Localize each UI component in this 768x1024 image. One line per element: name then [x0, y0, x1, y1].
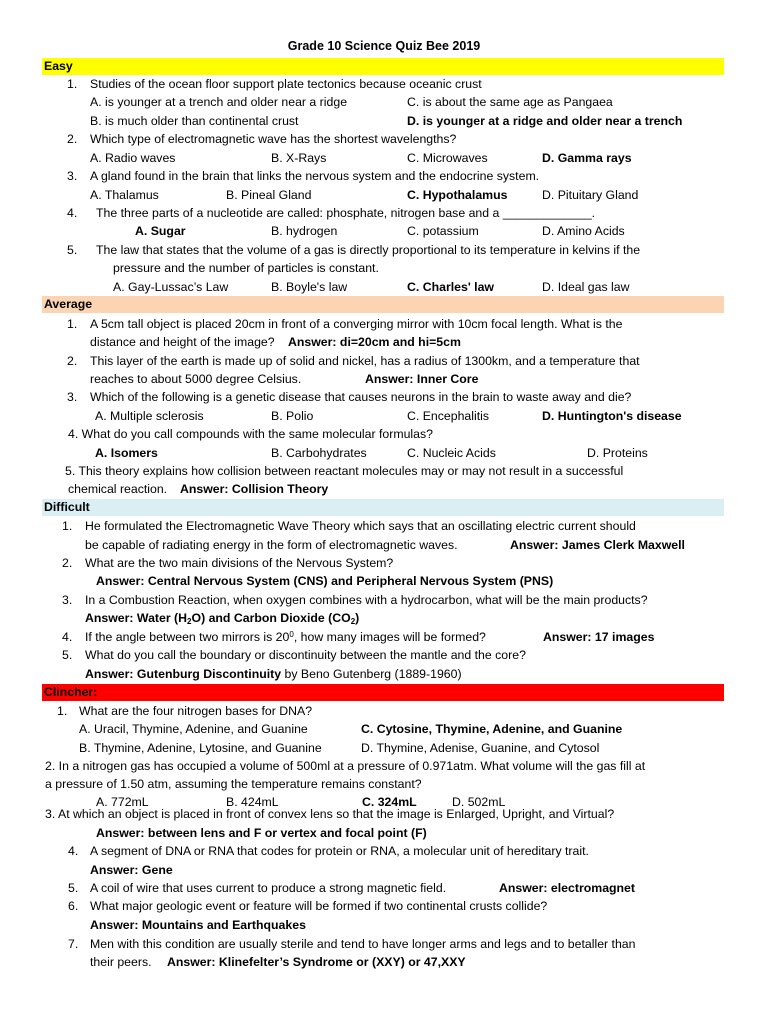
question-text: Which of the following is a genetic disease that causes neurons in the brain to waste away and die?: [90, 390, 632, 404]
question-text: The law that states that the volume of a gas is directly proportional to its temperature in kelvins if the: [96, 243, 641, 257]
choice-b: B. X-Rays: [271, 151, 327, 165]
question-text-part: , how many images will be formed?: [293, 630, 486, 644]
question-number: 2.: [67, 354, 78, 368]
answer: Answer: Inner Core: [365, 372, 479, 386]
question-text: 2. In a nitrogen gas has occupied a volume of 500ml at a pressure of 0.971atm. What volume will the gas fill at: [45, 759, 646, 773]
choice-c: C. potassium: [407, 224, 479, 238]
question-number: 3.: [62, 593, 73, 607]
correct-choice-c: C. Cytosine, Thymine, Adenine, and Guanine: [361, 722, 623, 736]
question-text: What are the two main divisions of the Nervous System?: [85, 556, 394, 570]
subscript: 2: [187, 617, 192, 626]
choice-b: B. 424mL: [226, 795, 279, 809]
choice-b: B. Boyle's law: [271, 280, 348, 294]
answer: Answer: 17 images: [543, 630, 655, 644]
question-text-continued: distance and height of the image?: [90, 335, 275, 349]
choice-a: A. Radio waves: [90, 151, 176, 165]
question-number: 2.: [67, 132, 78, 146]
question-text: Men with this condition are usually sterile and tend to have longer arms and legs and to betaller than: [90, 937, 636, 951]
question-text: The three parts of a nucleotide are called: phosphate, nitrogen base and a _____________.: [96, 206, 596, 220]
question-text-continued: their peers.: [90, 955, 152, 969]
answer: Answer: Gene: [90, 863, 173, 877]
correct-choice-d: D. Gamma rays: [542, 151, 632, 165]
choice-a: A. is younger at a trench and older near a ridge: [90, 95, 348, 109]
question-text: A gland found in the brain that links the nervous system and the endocrine system.: [90, 169, 540, 183]
choice-b: B. Carbohydrates: [271, 446, 367, 460]
choice-a: A. Uracil, Thymine, Adenine, and Guanine: [79, 722, 308, 736]
choice-d: D. Pituitary Gland: [542, 188, 639, 202]
question-number: 7.: [68, 937, 79, 951]
question-text: What are the four nitrogen bases for DNA?: [79, 704, 313, 718]
correct-choice-c: C. Charles' law: [407, 280, 494, 294]
section-header-easy: Easy: [42, 58, 724, 75]
question-text-continued: reaches to about 5000 degree Celsius.: [90, 372, 302, 386]
page-title: Grade 10 Science Quiz Bee 2019: [287, 39, 481, 53]
question-number: 4.: [67, 206, 78, 220]
question-text: In a Combustion Reaction, when oxygen combines with a hydrocarbon, what will be the main products?: [85, 593, 648, 607]
question-number: 2.: [62, 556, 73, 570]
correct-choice-c: C. Hypothalamus: [407, 188, 508, 202]
superscript: 0: [289, 630, 294, 639]
answer: Answer: Collision Theory: [180, 482, 329, 496]
question-text-continued: be capable of radiating energy in the form of electromagnetic waves.: [85, 538, 458, 552]
question-number: 3.: [67, 169, 78, 183]
choice-d: D. Thymine, Adenise, Guanine, and Cytosol: [361, 741, 600, 755]
answer: Answer: between lens and F or vertex and focal point (F): [96, 826, 427, 840]
choice-b: B. Polio: [271, 409, 314, 423]
correct-choice-a: A. Sugar: [135, 224, 186, 238]
question-text: A segment of DNA or RNA that codes for protein or RNA, a molecular unit of hereditary trait.: [90, 844, 589, 858]
question-text: What major geologic event or feature will be formed if two continental crusts collide?: [90, 899, 548, 913]
choice-c: C. Microwaves: [407, 151, 488, 165]
question-text: 3. At which an object is placed in front of convex lens so that the image is Enlarged, Upright, and Virtual?: [45, 807, 615, 821]
question-text: What do you call the boundary or discontinuity between the mantle and the core?: [85, 648, 526, 662]
question-text-continued: pressure and the number of particles is constant.: [113, 261, 379, 275]
choice-c: C. Encephalitis: [407, 409, 490, 423]
question-text: Studies of the ocean floor support plate tectonics because oceanic crust: [90, 77, 482, 91]
choice-c: C. is about the same age as Pangaea: [407, 95, 613, 109]
question-number: 1.: [67, 317, 78, 331]
question-text: He formulated the Electromagnetic Wave Theory which says that an oscillating electric current should: [85, 519, 636, 533]
question-text: A coil of wire that uses current to produce a strong magnetic field.: [90, 881, 447, 895]
answer: Answer: Mountains and Earthquakes: [90, 918, 306, 932]
answer: Answer: Klinefelter’s Syndrome or (XXY) or 47,XXY: [167, 955, 466, 969]
correct-choice-d: D. Huntington's disease: [542, 409, 682, 423]
correct-choice-c: C. 324mL: [362, 795, 417, 809]
choice-a: A. Multiple sclerosis: [95, 409, 204, 423]
answer: Answer: Central Nervous System (CNS) and Peripheral Nervous System (PNS): [96, 574, 554, 588]
question-number: 1.: [67, 77, 78, 91]
choice-d: D. Amino Acids: [542, 224, 625, 238]
question-number: 4.: [62, 630, 73, 644]
choice-b: B. hydrogen: [271, 224, 338, 238]
correct-choice-a: A. Isomers: [95, 446, 158, 460]
choice-b: B. Thymine, Adenine, Lytosine, and Guanine: [79, 741, 322, 755]
choice-b: B. is much older than continental crust: [90, 114, 299, 128]
question-text-continued: chemical reaction.: [68, 482, 168, 496]
answer-text: ): [355, 611, 360, 625]
question-text: Which type of electromagnetic wave has the shortest wavelengths?: [90, 132, 457, 146]
section-header-average: Average: [42, 296, 724, 313]
question-number: 6.: [68, 899, 79, 913]
choice-a: A. Gay-Lussac’s Law: [113, 280, 229, 294]
answer: [85, 666, 462, 682]
answer-text: Answer: Gutenburg Discontinuity: [85, 667, 282, 681]
choice-b: B. Pineal Gland: [226, 188, 312, 202]
question-text: 5. This theory explains how collision between reactant molecules may or may not result in a successful: [65, 464, 624, 478]
question-text: A 5cm tall object is placed 20cm in front of a converging mirror with 10cm focal length. What is the: [90, 317, 623, 331]
section-header-clincher: Clincher:: [42, 684, 724, 701]
answer: Answer: electromagnet: [499, 881, 635, 895]
question-number: 4.: [68, 844, 79, 858]
question-number: 5.: [67, 243, 78, 257]
choice-a: A. Thalamus: [90, 188, 159, 202]
section-header-difficult: Difficult: [42, 499, 724, 516]
question-number: 3.: [67, 390, 78, 404]
subscript: 2: [350, 617, 356, 626]
choice-d: D. Ideal gas law: [542, 280, 630, 294]
question-text-part: If the angle between two mirrors is 20: [85, 630, 290, 644]
question-number: 1.: [62, 519, 73, 533]
choice-d: D. 502mL: [452, 795, 506, 809]
answer-text: O) and Carbon Dioxide (CO: [191, 611, 351, 625]
question-text: [85, 629, 486, 645]
question-number: 5.: [68, 881, 79, 895]
question-number: 1.: [57, 704, 68, 718]
answer: Answer: di=20cm and hi=5cm: [288, 335, 461, 349]
choice-a: A. 772mL: [96, 795, 149, 809]
answer: Answer: James Clerk Maxwell: [510, 538, 685, 552]
question-text: This layer of the earth is made up of solid and nickel, has a radius of 1300km, and a temperature that: [90, 354, 640, 368]
question-text-continued: a pressure of 1.50 atm, assuming the temperature remains constant?: [45, 777, 422, 791]
question-number: 5.: [62, 648, 73, 662]
question-text: 4. What do you call compounds with the same molecular formulas?: [68, 427, 433, 441]
correct-choice-d: D. is younger at a ridge and older near a trench: [407, 114, 683, 128]
choice-c: C. Nucleic Acids: [407, 446, 496, 460]
choice-d: D. Proteins: [587, 446, 648, 460]
answer: [85, 610, 359, 626]
answer-note: by Beno Gutenberg (1889-1960): [281, 667, 462, 681]
answer-text: Answer: Water (H: [85, 611, 188, 625]
